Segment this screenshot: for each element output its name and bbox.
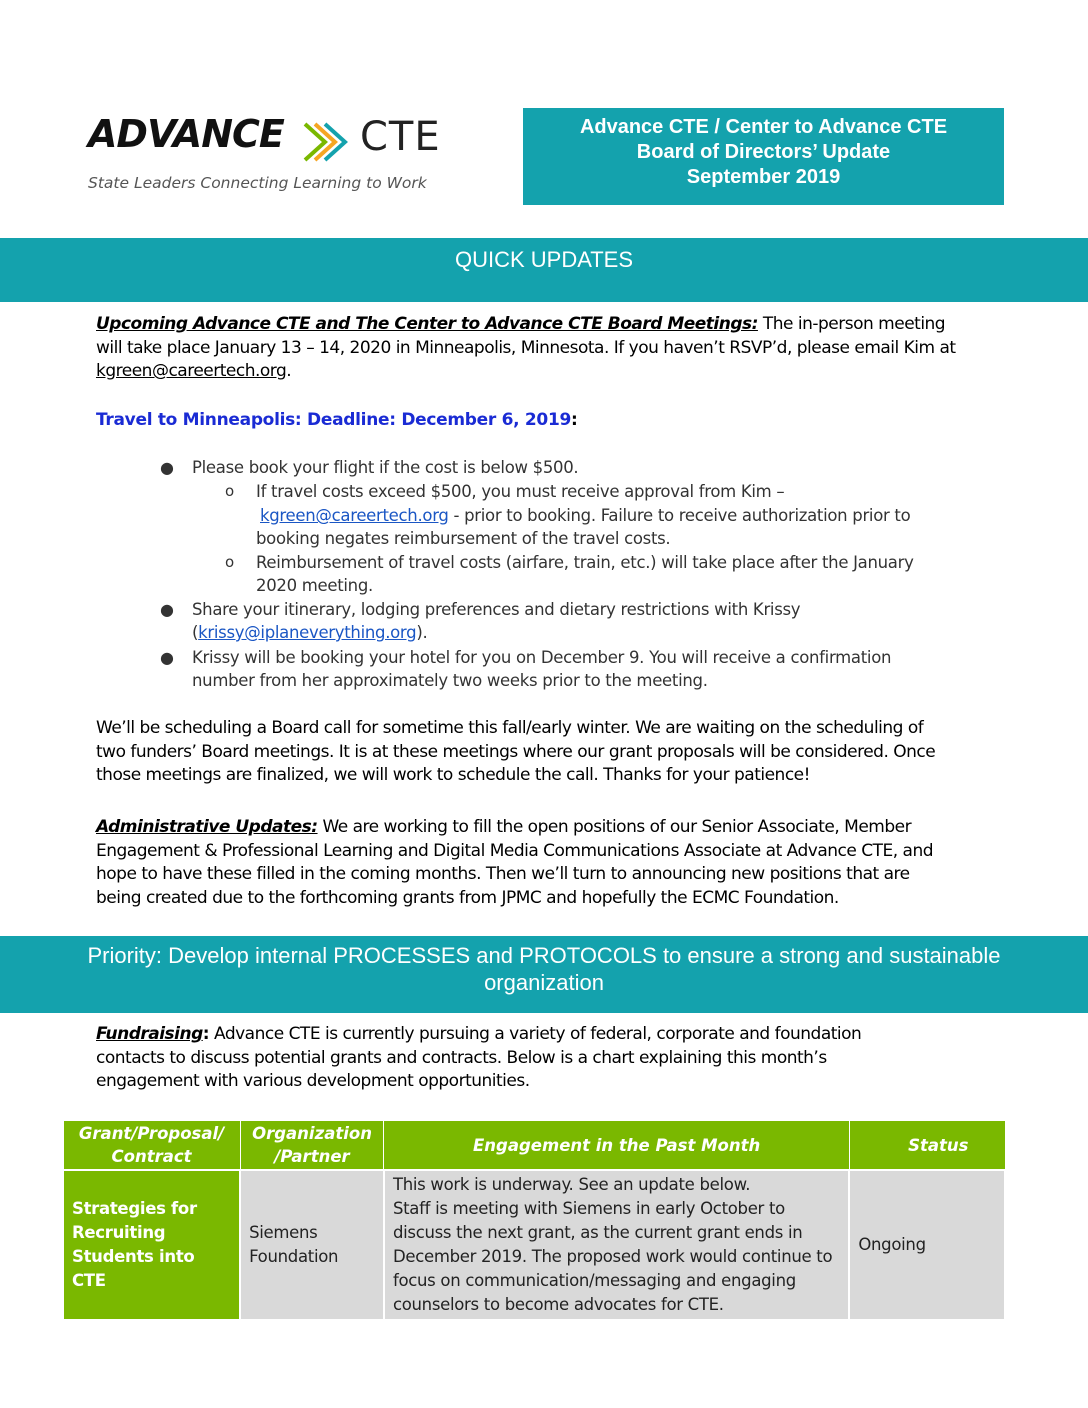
- table-header-row: [63, 1121, 1005, 1171]
- bullet-icon: ●: [160, 458, 174, 477]
- col-header-grant-line: Contract: [111, 1147, 192, 1166]
- sub-list-item: booking negates reimbursement of the travel costs.: [256, 529, 671, 548]
- list-item: number from her approximately two weeks prior to the meeting.: [192, 671, 708, 690]
- sub-list-item: 2020 meeting.: [256, 576, 373, 595]
- cell-grant: Strategies for Recruiting Students into CTE: [63, 1170, 240, 1320]
- circle-bullet-icon: o: [225, 482, 234, 500]
- engagement-table: [62, 1120, 1006, 1321]
- list-item: Please book your flight if the cost is below $500.: [192, 458, 579, 477]
- logo-tagline: State Leaders Connecting Learning to Work: [88, 174, 427, 192]
- kim-email-link[interactable]: kgreen@careertech.org: [96, 361, 287, 381]
- priority-line-1: Priority: Develop internal PROCESSES and PROTOCOLS to ensure a strong and sustainable: [87, 943, 1001, 968]
- sub-list-text: - prior to booking. Failure to receive authorization prior to: [448, 506, 911, 525]
- kim-email-link-2[interactable]: kgreen@careertech.org: [260, 506, 449, 525]
- cell-engagement: [384, 1170, 849, 1320]
- col-header-engagement: Engagement in the Past Month: [384, 1121, 849, 1171]
- bullet-icon: ●: [160, 600, 174, 619]
- board-call-paragraph: We’ll be scheduling a Board call for sometime this fall/early winter. We are waiting on the scheduling of two funders’ Board meetings. It is at these meetings where our grant proposals will be considered. Once those meetings are finalized, we will work to schedule the call. Thanks for your patience!: [96, 718, 936, 785]
- col-header-grant-line: Grant/Proposal/: [78, 1124, 225, 1143]
- list-item: Krissy will be booking your hotel for you on December 9. You will receive a confirmation: [192, 648, 892, 667]
- col-header-grant: [63, 1121, 240, 1171]
- sub-list-item: If travel costs exceed $500, you must receive approval from Kim –: [256, 482, 785, 501]
- travel-heading: [96, 410, 578, 430]
- col-header-org-line: /Partner: [274, 1147, 350, 1166]
- fundraising-paragraph: [96, 1023, 886, 1094]
- quick-updates-banner: QUICK UPDATES: [0, 238, 1088, 302]
- admin-updates-text: We are working to fill the open positions of our Senior Associate, Member Engagement & Professional Learning and Digital Media Communications Associate at Advance CTE, and hope to have these filled in the coming months. Then we’ll turn to announcing new positions that are being created due to the forthcoming grants from JPMC and hopefully the ECMC Foundation.: [96, 817, 934, 908]
- board-meetings-text: The in-person meeting will take place January 13 – 14, 2020 in Minneapolis, Minnesota. If you haven’t RSVP’d, please email Kim at: [96, 314, 956, 358]
- krissy-email-link[interactable]: krissy@iplaneverything.org: [198, 623, 417, 642]
- bullet-icon: ●: [160, 648, 174, 667]
- admin-updates-heading: Administrative Updates:: [96, 817, 318, 837]
- circle-bullet-icon: o: [225, 553, 234, 571]
- header-box: [523, 108, 1004, 205]
- sub-list-item: [260, 504, 910, 528]
- advance-cte-logo: [88, 112, 448, 202]
- sub-list-item: Reimbursement of travel costs (airfare, train, etc.) will take place after the January: [256, 553, 914, 572]
- admin-updates-paragraph: [96, 816, 956, 910]
- cell-status: Ongoing: [849, 1170, 1005, 1320]
- table-row: [63, 1170, 1005, 1320]
- priority-line-2: organization: [484, 970, 604, 995]
- list-item: Share your itinerary, lodging preferences and dietary restrictions with Krissy: [192, 600, 801, 619]
- priority-banner: [0, 936, 1088, 1013]
- engagement-line: This work is underway. See an update below.: [392, 1175, 751, 1194]
- fundraising-heading: Fundraising: [96, 1024, 203, 1044]
- col-header-org: [240, 1121, 384, 1171]
- board-meetings-paragraph: [96, 313, 956, 384]
- header-title: Advance CTE / Center to Advance CTE: [579, 116, 948, 138]
- header-subtitle: Board of Directors’ Update: [636, 141, 891, 163]
- header-date: September 2019: [686, 166, 841, 188]
- logo-wordmark: ADVANCE: [88, 112, 284, 156]
- travel-heading-text: Travel to Minneapolis: Deadline: December 6, 2019: [96, 410, 572, 430]
- engagement-line: Staff is meeting with Siemens in early October to discuss the next grant, as the current grant ends in December 2019. The proposed work would continue to focus on communication/messaging and engaging counselors to become advocates for CTE.: [392, 1199, 833, 1314]
- list-item: [192, 621, 427, 645]
- col-header-org-line: Organization: [252, 1124, 372, 1143]
- cell-org: Siemens Foundation: [240, 1170, 384, 1320]
- col-header-status: Status: [849, 1121, 1005, 1171]
- travel-heading-colon: :: [571, 410, 578, 430]
- period: .: [286, 361, 292, 381]
- colon: :: [202, 1024, 210, 1044]
- paren: (: [192, 623, 199, 642]
- logo-cte-text: CTE: [360, 114, 441, 160]
- fundraising-text: Advance CTE is currently pursuing a variety of federal, corporate and foundation contacts to discuss potential grants and contracts. Below is a chart explaining this month’s engagement with various development opportunities.: [96, 1024, 862, 1091]
- paren: ).: [416, 623, 428, 642]
- board-meetings-heading: Upcoming Advance CTE and The Center to Advance CTE Board Meetings:: [96, 314, 758, 334]
- chevron-arrow-icon: [301, 120, 361, 164]
